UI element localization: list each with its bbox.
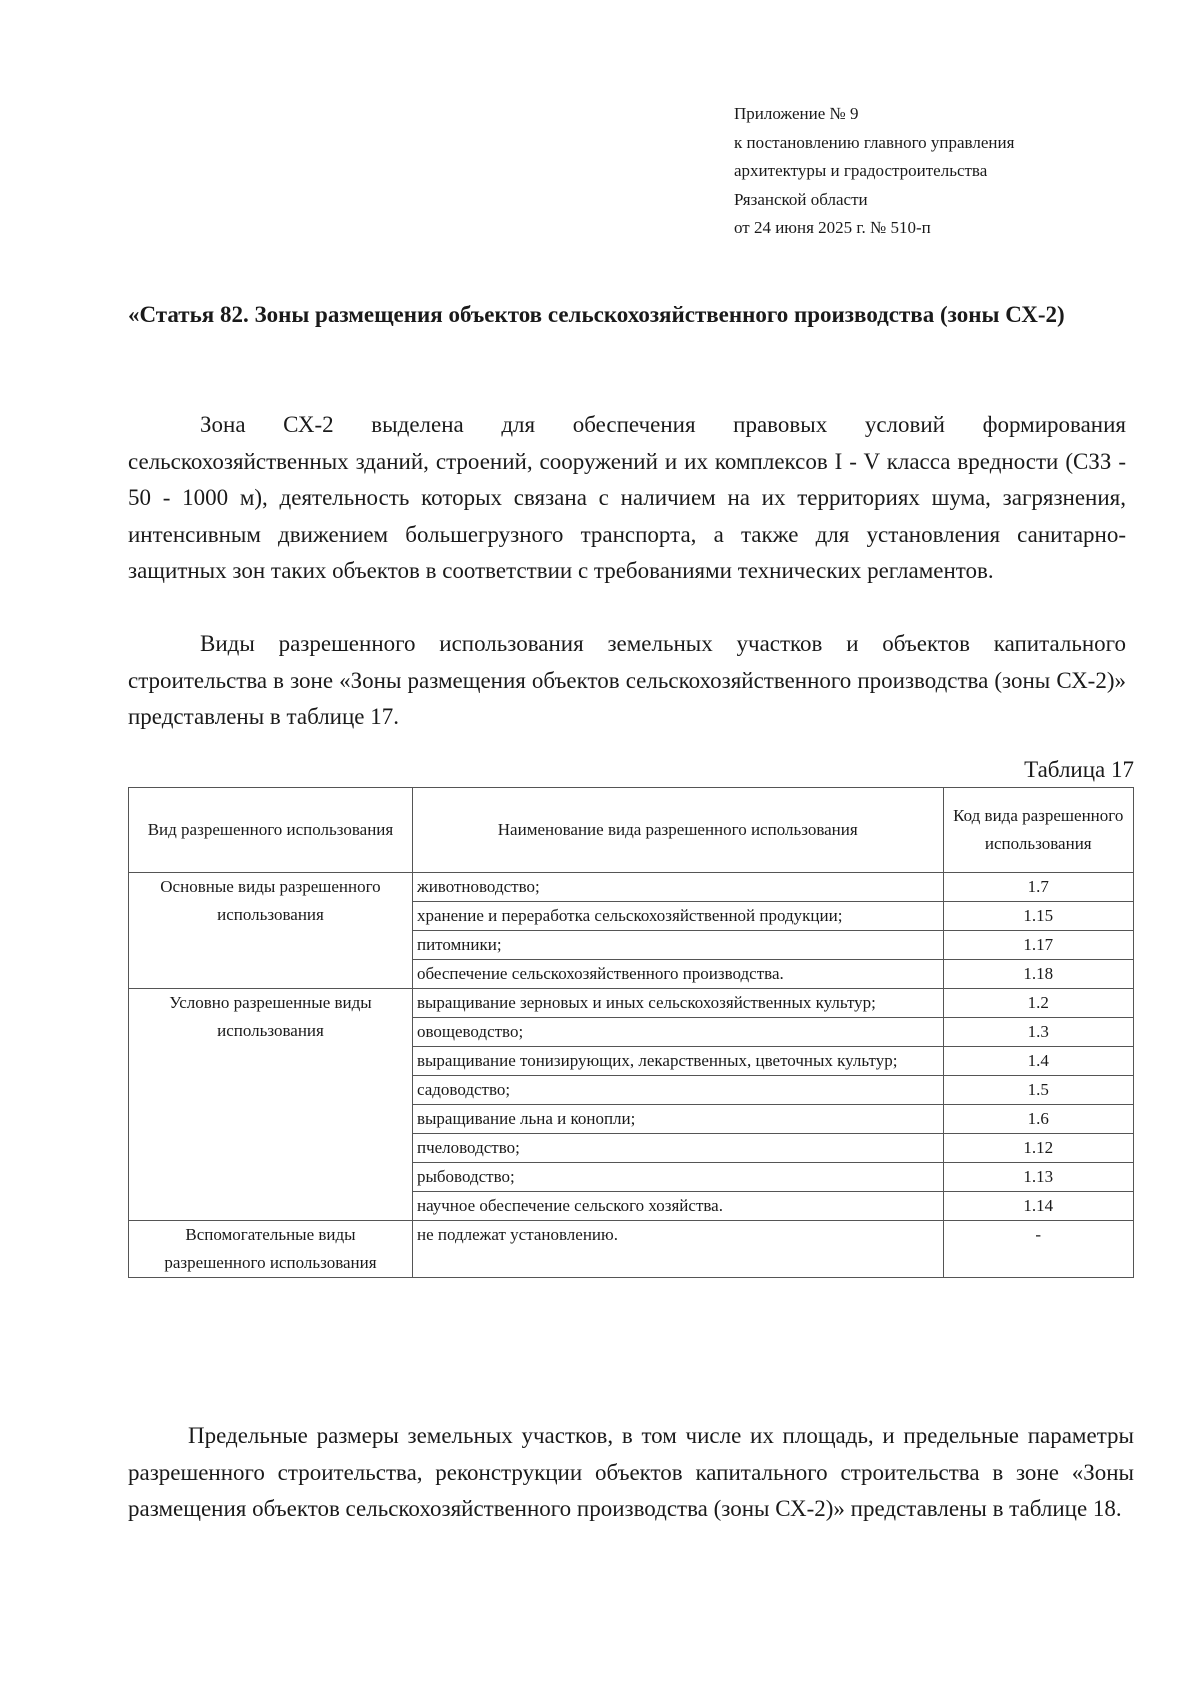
use-code: 1.12 (943, 1134, 1134, 1163)
use-name: выращивание льна и конопли; (412, 1105, 943, 1134)
appendix-line: от 24 июня 2025 г. № 510-п (734, 218, 931, 237)
use-code: 1.7 (943, 873, 1134, 902)
use-name: не подлежат установлению. (412, 1221, 943, 1278)
table-row (129, 989, 1134, 1018)
header-use-code: Код вида разрешенного использования (943, 788, 1134, 873)
article-paragraph-zone-description: Зона СХ-2 выделена для обеспечения правовых условий формирования сельскохозяйственных зданий, строений, сооружений и их комплексов I - V класса вредности (СЗЗ - 50 - 1000 м), деятельность которых связана с наличием на их территориях шума, загрязнения, интенсивным движением большегрузного транспорта, а также для установления санитарно-защитных зон таких объектов в соответствии с требованиями технических регламентов. (128, 412, 1126, 583)
article-paragraph-table-intro: Виды разрешенного использования земельных участков и объектов капитального строительства в зоне «Зоны размещения объектов сельскохозяйственного производства (зоны СХ-2)» представлены в таблице 17. (128, 631, 1126, 729)
table-row (129, 873, 1134, 902)
use-name: овощеводство; (412, 1018, 943, 1047)
article-paragraph-limits: Предельные размеры земельных участков, в том числе их площадь, и предельные параметры разрешенного строительства, реконструкции объектов капитального строительства в зоне «Зоны размещения объектов сельскохозяйственного производства (зоны СХ-2)» представлены в таблице 18. (128, 1423, 1134, 1521)
group-label-main: Основные виды разрешенного использования (129, 873, 413, 989)
use-code: 1.4 (943, 1047, 1134, 1076)
header-use-name: Наименование вида разрешенного использования (412, 788, 943, 873)
use-name: научное обеспечение сельского хозяйства. (412, 1192, 943, 1221)
use-code: 1.17 (943, 931, 1134, 960)
use-code: 1.3 (943, 1018, 1134, 1047)
appendix-line: к постановлению главного управления (734, 132, 1015, 152)
use-name: пчеловодство; (412, 1134, 943, 1163)
appendix-block (734, 100, 1154, 243)
use-code: 1.13 (943, 1163, 1134, 1192)
use-name: садоводство; (412, 1076, 943, 1105)
use-name: рыбоводство; (412, 1163, 943, 1192)
appendix-line: архитектуры и градостроительства (734, 161, 988, 180)
use-name: хранение и переработка сельскохозяйственной продукции; (412, 902, 943, 931)
appendix-line: Приложение № 9 (734, 104, 859, 123)
table-caption: Таблица 17 (1024, 757, 1134, 782)
use-name: питомники; (412, 931, 943, 960)
use-name: животноводство; (412, 873, 943, 902)
use-name: выращивание зерновых и иных сельскохозяйственных культур; (412, 989, 943, 1018)
use-code: 1.2 (943, 989, 1134, 1018)
appendix-line: Рязанской области (734, 189, 868, 209)
use-name: выращивание тонизирующих, лекарственных, цветочных культур; (412, 1047, 943, 1076)
use-code: 1.6 (943, 1105, 1134, 1134)
group-label-conditional: Условно разрешенные виды использования (129, 989, 413, 1221)
use-code: - (943, 1221, 1134, 1278)
use-code: 1.18 (943, 960, 1134, 989)
use-code: 1.5 (943, 1076, 1134, 1105)
header-use-type: Вид разрешенного использования (129, 788, 413, 873)
use-code: 1.14 (943, 1192, 1134, 1221)
table-header-row (129, 788, 1134, 873)
table-row (129, 1221, 1134, 1278)
permitted-uses-table (128, 787, 1134, 1278)
group-label-auxiliary: Вспомогательные виды разрешенного использования (129, 1221, 413, 1278)
use-code: 1.15 (943, 902, 1134, 931)
use-name: обеспечение сельскохозяйственного производства. (412, 960, 943, 989)
article-title: «Статья 82. Зоны размещения объектов сельскохозяйственного производства (зоны СХ-2) (128, 302, 1065, 327)
